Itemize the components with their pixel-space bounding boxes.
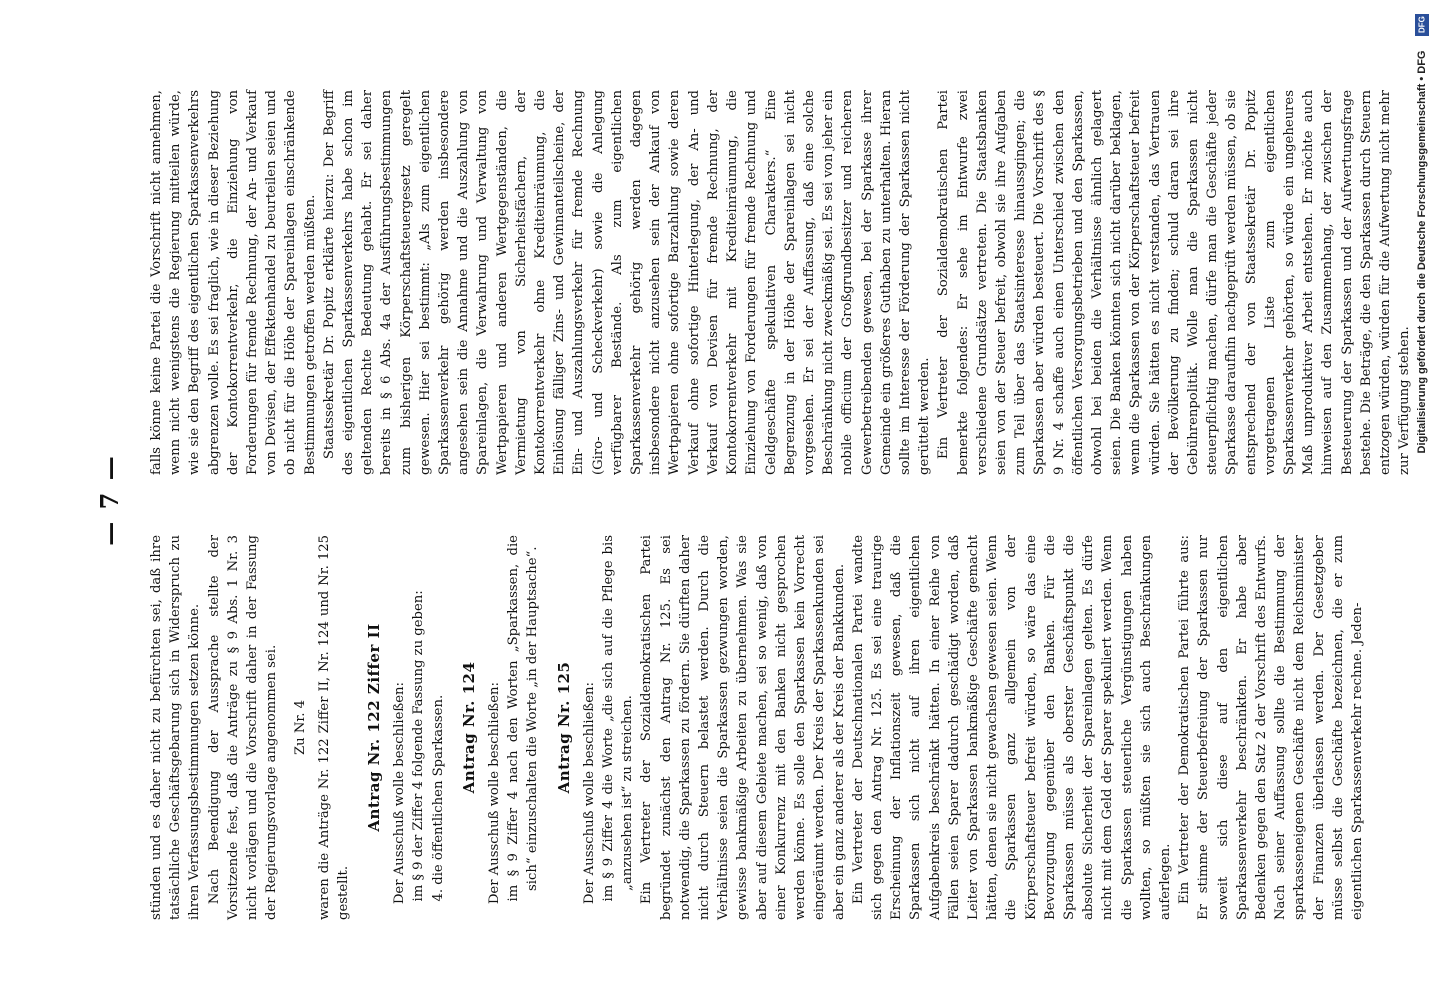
paragraph: Der Ausschuß wolle beschließen:	[581, 682, 597, 905]
paragraph: Staatssekretär Dr. Popitz erklärte hierzu: Der Begriff des eigentlichen Sparkassenverkehrs habe schon im geltenden Rechte Bedeutung gehabt. Er sei daher bereits in § 6 Abs. 4a der Ausführungsbestimmungen zum bisherigen Körperschaftsteuergesetz geregelt gewesen. Hier sei bestimmt: „Als zum eigentlichen Sparkassenverkehr gehörig werden insbesondere angesehen sein die Annahme und die Auszahlung von Spareinlagen, die Verwahrung und Verwaltung von Wertpapieren und anderen Wertgegenständen, die Vermietung von Sicherheitsfächern, der Kontokorrentverkehr ohne Krediteinräumung, die Einlösung fälliger Zins- und Gewinnanteilscheine, der Ein- und Auszahlungsverkehr für fremde Rechnung (Giro- und Scheckverkehr) sowie die Anlegung verfügbarer Bestände. Als zum eigentlichen Sparkassenverkehr gehörig werden dagegen insbesondere nicht anzusehen sein der Ankauf von Wertpapieren ohne sofortige Barzahlung sowie deren Verkauf ohne sofortige Hinterlegung, der An- und Verkauf von Devisen für fremde Rechnung, der Kontokorrentverkehr mit Krediteinräumung, die Einziehung von Forderungen für fremde Rechnung und Geldgeschäfte spekulativen Charakters.“ Eine Begrenzung in der Höhe der Spareinlagen sei nicht vorgesehen. Er sei der Auffassung, daß eine solche Beschränkung nicht zweckmäßig sei. Es sei von jeher ein nobile officium der Großgrundbesitzer und reicheren Gewerbetreibenden gewesen, bei der Sparkasse ihrer Gemeinde ein größeres Guthaben zu unterhalten. Hieran sollte im Interesse der Förderung der Sparkassen nicht gerüttelt werden.	[321, 90, 933, 475]
section-label: Zu Nr. 4	[293, 700, 309, 756]
right-column	[147, 90, 1413, 475]
quote: im § 9 Ziffer 4 nach den Worten „Sparkassen, die sich“ einzuschalten die Worte „in der Hauptsache“.	[506, 535, 541, 902]
paragraph: waren die Anträge Nr. 122 Ziffer II, Nr. 124 und Nr. 125 gestellt.	[316, 535, 351, 920]
paragraph: Nach Beendigung der Aussprache stellte der Vorsitzende fest, daß die Anträge zu § 9 Abs. 1 Nr. 3 nicht vorlägen und die Vorschrift daher in der Fassung der Regierungsvorlage angenommen sei.	[206, 535, 280, 920]
paragraph: Ein Vertreter der Demokratischen Partei führte aus: Er stimme der Steuerbefreiung der Sparkassen nur soweit sich diese auf den eigentlichen Sparkassenverkehr beschränkten. Er habe aber Bedenken gegen den Satz 2 der Vorschrift des Entwurfs. Nach seiner Auffassung sollte die Bestimmung der sparkasseneigenen Geschäfte nicht dem Reichsminister der Finanzen überlassen werden. Der Gesetzgeber müsse selbst die Geschäfte bezeichnen, die er zum eigentlichen Sparkassenverkehr rechne. Jeden-	[1177, 535, 1365, 920]
motion-heading: Antrag Nr. 125	[554, 661, 573, 794]
motion-heading: Antrag Nr. 122 Ziffer II	[365, 623, 384, 832]
paragraph: Der Ausschuß wolle beschließen:	[392, 682, 408, 905]
page-number: — 7 —	[95, 454, 124, 546]
digitization-credit	[1412, 6, 1432, 1000]
paragraph: Ein Vertreter der Sozialdemokratischen Partei bemerkte folgendes: Er sehe im Entwurfe zwei verschiedene Grundsätze vertreten. Die Staatsbanken seien von der Steuer befreit, obwohl sie ihre Aufgaben zum Teil über das Staatsinteresse hinaussgingen; die Sparkassen aber würden besteuert. Die Vorschrift des § 9 Nr. 4 schaffe auch einen Unterschied zwischen den öffentlichen Versorgungsbetrieben und den Sparkassen, obwohl bei beiden die Verhältnisse ähnlich gelagert seien. Die Banken könnten sich nicht darüber beklagen, wenn die Sparkassen von der Körperschaftsteuer befreit würden. Sie hätten es nicht verstanden, das Vertrauen der Bevölkerung zu finden; schuld daran sei ihre Gebührenpolitik. Wolle man die Sparkassen nicht steuerpflichtig machen, dürfe man die Geschäfte jeder Sparkasse daraufhin nachgeprüft werden müssen, ob sie entsprechend der von Staatssekretär Dr. Popitz vorgetragenen Liste zum eigentlichen Sparkassenverkehr gehörten, so würde ein ungeheures Maß unproduktiver Arbeit entstehen. Er möchte auch hinweisen auf den Zusammenhang, der zwischen der Besteuerung der Sparkassen und der Aufwertungsfrage bestehe. Die Beträge, die den Sparkassen durch Steuern entzogen würden, würden für die Aufwertung nicht mehr zur Verfügung stehen.	[936, 90, 1413, 475]
paragraph: Ein Vertreter der Sozialdemokratischen Partei begründet zunächst den Antrag Nr. 125. Es sei notwendig, die Sparkassen zu fördern. Sie dürften daher nicht durch Steuern belastet werden. Durch die Verhältnisse seien die Sparkassen gezwungen worden, gewisse bankmäßige Arbeiten zu übernehmen. Was sie aber auf diesem Gebiete machen, sei so wenig, daß von einer Konkurrenz mit den Banken nicht gesprochen werden könne. Es solle den Sparkassen kein Vorrecht eingeräumt werden. Der Kreis der Sparkassenkunden sei aber ein ganz anderer als der Kreis der Bankkunden.	[639, 535, 847, 920]
scanned-page	[95, 70, 1413, 930]
paragraph: falls könne keine Partei die Vorschrift nicht annehmen, wenn nicht wenigstens die Regierung mitteilen würde, wie sie den Begriff des eigentlichen Sparkassenverkehrs abgrenzen wolle. Es sei fraglich, wie in dieser Beziehung der Kontokorrentverkehr, die Einziehung von Forderungen für fremde Rechnung, der An- und Verkauf von Devisen, der Effektenhandel zu beurteilen seien und ob nicht für die Höhe der Spareinlagen einschränkende Bestimmungen getroffen werden müßten.	[149, 90, 318, 475]
quote: im § 9 Ziffer 4 die Worte „die sich auf die Pflege bis „anzusehen ist“ zu streichen.	[601, 535, 636, 902]
quote: im § 9 der Ziffer 4 folgende Fassung zu geben:	[411, 590, 427, 902]
dfg-logo: DFG	[1415, 14, 1429, 36]
quote: 4. die öffentlichen Sparkassen.	[430, 694, 446, 902]
left-column	[147, 535, 1365, 920]
motion-heading: Antrag Nr. 124	[459, 661, 478, 794]
paragraph: Der Ausschuß wolle beschließen:	[487, 682, 503, 905]
paragraph: Ein Vertreter der Deutschnationalen Partei wandte sich gegen den Antrag Nr. 125. Es sei eine traurige Erscheinung der Inflationszeit gewesen, daß die Sparkassen sich nicht auf ihren eigentlichen Aufgabenkreis beschränkt hätten. In einer Reihe von Fällen seien Sparer dadurch geschädigt worden, daß Leiter von Sparkassen bankmäßige Geschäfte gemacht hätten, denen sie nicht gewachsen gewesen seien. Wenn die Sparkassen ganz allgemein von der Körperschaftsteuer befreit würden, so wäre das eine Bevorzugung gegenüber den Banken. Für die Sparkassen müsse als oberster Geschäftspunkt die absolute Sicherheit der Spareinlagen gelten. Es dürfe nicht mit dem Geld der Sparer spekuliert werden. Wenn die Sparkassen steuerliche Vergünstigungen haben wollten, so müßten sie sich auch Beschränkungen auferlegen.	[850, 535, 1173, 920]
paragraph: stünden und es daher nicht zu befürchten sei, daß ihre tatsächliche Geschäftsgebarung sich in Widerspruch zu ihren Verfassungsbestimmungen setzen könne.	[149, 535, 203, 920]
credit-text: Digitalisierung gefördert durch die Deutsche Forschungsgemeinschaft • DFG	[1416, 50, 1428, 454]
